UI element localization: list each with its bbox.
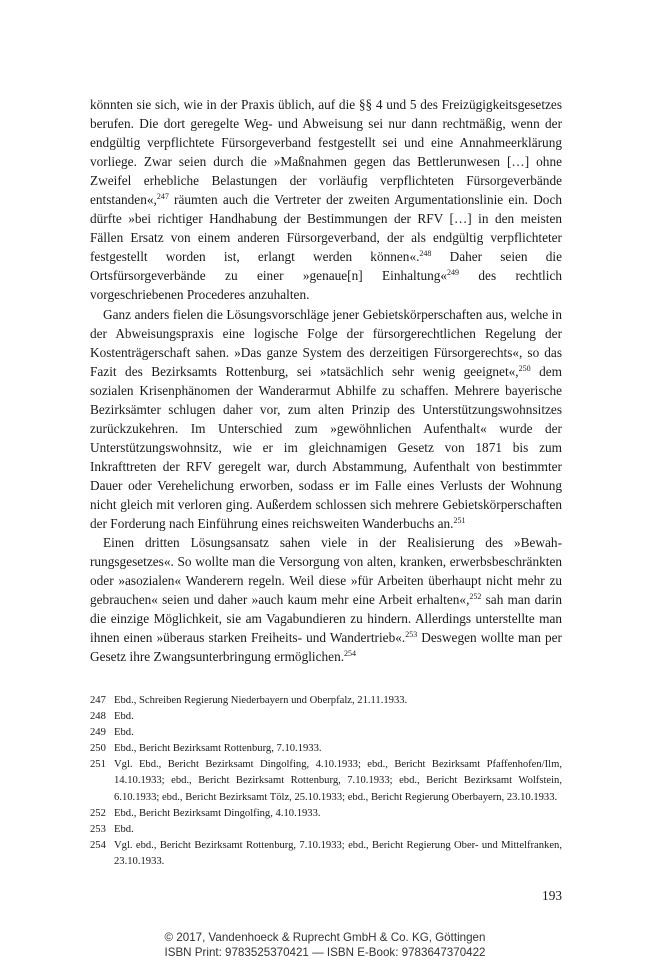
text-run: Deswegen wollte man per Gesetz ihre Zwangsunterbringung ermöglichen. bbox=[90, 630, 562, 665]
footnote-number: 247 bbox=[90, 695, 106, 706]
main-text bbox=[90, 95, 562, 666]
footnote-text: Vgl. ebd., Bericht Bezirksamt Rottenburg, 7.10.1933; ebd., Bericht Regierung Ober- und Mittelfranken, 23.10.1933. bbox=[114, 839, 562, 867]
text-run: könnten sie sich, wie in der Praxis üblich, auf die §§ 4 und 5 des Freizügigkeitsgesetzes berufen. Die dort geregelte Weg- und Abweisung sei nur dann rechtmäßig, wenn der endgültig verpflichtete Fürsorgeverband festgestellt sei und eine Annahmeerklärung vorliege. Zwar seien durch die »Maßnahmen gegen das Bettlerunwesen […] ohne Zweifel erhebliche Belastungen der vorläufig verpflichteten Fürsorgeverbände entstanden«, bbox=[90, 97, 562, 208]
footnote-number: 254 bbox=[90, 839, 106, 851]
footnote bbox=[90, 693, 562, 709]
footnote-ref-250[interactable]: 250 bbox=[518, 363, 531, 373]
footnote bbox=[90, 741, 562, 757]
footnote bbox=[90, 725, 562, 741]
footnote-number: 249 bbox=[90, 727, 106, 739]
page-number: 193 bbox=[542, 888, 562, 903]
paragraph-1 bbox=[90, 95, 562, 305]
footnote bbox=[90, 806, 562, 822]
isbn-line: ISBN Print: 9783525370421 — ISBN E-Book: 9783647370422 bbox=[164, 946, 486, 959]
footnote-text: Vgl. Ebd., Bericht Bezirksamt Dingolfing, 4.10.1933; ebd., Bericht Bezirksamt Pfaffenhofen/Ilm, 14.10.1933; ebd., Bericht Bezirksamt Rottenburg, 7.10.1933; ebd., Bericht Bezirksamt Wolfstein, 6.10.1933; ebd., Bericht Bezirksamt Tölz, 25.10.1933; ebd., Bericht Regierung Oberbayern, 23.10.1933. bbox=[114, 759, 562, 803]
copyright-line: © 2017, Vandenhoeck & Ruprecht GmbH & Co. KG, Göttingen bbox=[164, 931, 486, 944]
footnote-text: Ebd. bbox=[114, 727, 134, 739]
footnote-ref-254[interactable]: 254 bbox=[344, 649, 357, 659]
footnote-ref-248[interactable]: 248 bbox=[419, 249, 432, 259]
footnote-text: Ebd., Bericht Bezirksamt Dingolfing, 4.10.1933. bbox=[114, 807, 321, 819]
text-run: Daher seien die Ortsfürsorgeverbände zu einer »genaue[n] Einhaltung« bbox=[90, 249, 562, 284]
footnote-ref-251[interactable]: 251 bbox=[453, 516, 466, 526]
text-run: dem sozialen Krisenphänomen der Wanderarmut Abhilfe zu schaffen. Mehrere bayerische Bezirksämter schlugen daher vor, zum alten Prinzip des Unterstützungswohnsitzes zurückzukehren. Im Unterschied zum »gewöhnlichen Aufenthalt« wurde der Unterstützungswohnsitz, wie er im gleichnamigen Gesetz von 1871 bis zum Inkrafttreten der RFV geregelt war, durch Abstammung, Aufenthalt von bestimmter Dauer oder Verehelichung erworben, sodass er im Falle eines Verlusts der Wohnung nicht gleich mit verloren ging. Außerdem schlossen sich mehrere Gebietskörperschaften der Forderung nach Einführung eines reichsweiten Wanderbuchs an. bbox=[90, 363, 562, 532]
paragraph-3 bbox=[90, 533, 562, 666]
text-run: des rechtlich vorgeschriebenen Procederes anzuhalten. bbox=[90, 268, 562, 303]
footnotes bbox=[90, 693, 562, 870]
footnote bbox=[90, 822, 562, 838]
footnote-ref-253[interactable]: 253 bbox=[405, 630, 418, 640]
text-run: Einen dritten Lösungsansatz sahen viele in der Realisierung des »Bewahrungsgesetzes«. So wollte man die Versorgung von alten, kranken, erwerbsbeschränkten oder »asozialen« Wanderern regeln. Weil diese »für Arbeiten überhaupt nicht mehr zu gebrauchen« seien und daher »auch kaum mehr eine Arbeit erhalten«, bbox=[90, 535, 562, 608]
text-run: räumten auch die Vertreter der zweiten Argumentationslinie ein. Doch dürfte »bei richtiger Handhabung der Bestimmungen der RFV […] in den meisten Fällen Ersatz von einem anderen Fürsorgeverband, der als endgültig verpflichteter festgestellt worden ist, erlangt werden können«. bbox=[90, 192, 562, 265]
footnote-text: Ebd. bbox=[114, 823, 134, 835]
paragraph-2 bbox=[90, 305, 562, 534]
footnote bbox=[90, 757, 562, 805]
text-run: Ganz anders fielen die Lösungsvorschläge jener Gebietskörperschaften aus, welche in der Abweisungspraxis eine logische Folge der fürsorgerechtlichen Regelung der Kostenträgerschaft sahen. »Das ganze System des derzeitigen Fürsorgerechts«, so das Fazit des Bezirksamts Rottenburg, sei »tatsächlich sehr wenig geeignet«, bbox=[90, 306, 562, 379]
footnote-text: Ebd., Bericht Bezirksamt Rottenburg, 7.10.1933. bbox=[114, 743, 322, 755]
copyright-notice bbox=[0, 930, 650, 960]
footnote-ref-249[interactable]: 249 bbox=[447, 268, 460, 278]
footnote-text: Ebd. bbox=[114, 711, 134, 723]
text-run: sah man darin die einzige Möglichkeit, sie am Vagabundieren zu hindern. Allerdings unterstellte man ihnen einen »überaus starken Freiheits- und Wandertrieb«. bbox=[90, 592, 562, 646]
footnote-number: 251 bbox=[90, 759, 106, 771]
footnote-number: 253 bbox=[90, 823, 106, 835]
footnote-text: Ebd., Schreiben Regierung Niederbayern und Oberpfalz, 21.11.1933. bbox=[114, 695, 408, 706]
footnote-number: 252 bbox=[90, 807, 106, 819]
footnote-number: 250 bbox=[90, 743, 106, 755]
footnote bbox=[90, 709, 562, 725]
footnote-number: 248 bbox=[90, 711, 106, 723]
footnote bbox=[90, 838, 562, 870]
footnote-ref-252[interactable]: 252 bbox=[469, 592, 482, 602]
footnote-ref-247[interactable]: 247 bbox=[156, 192, 169, 202]
